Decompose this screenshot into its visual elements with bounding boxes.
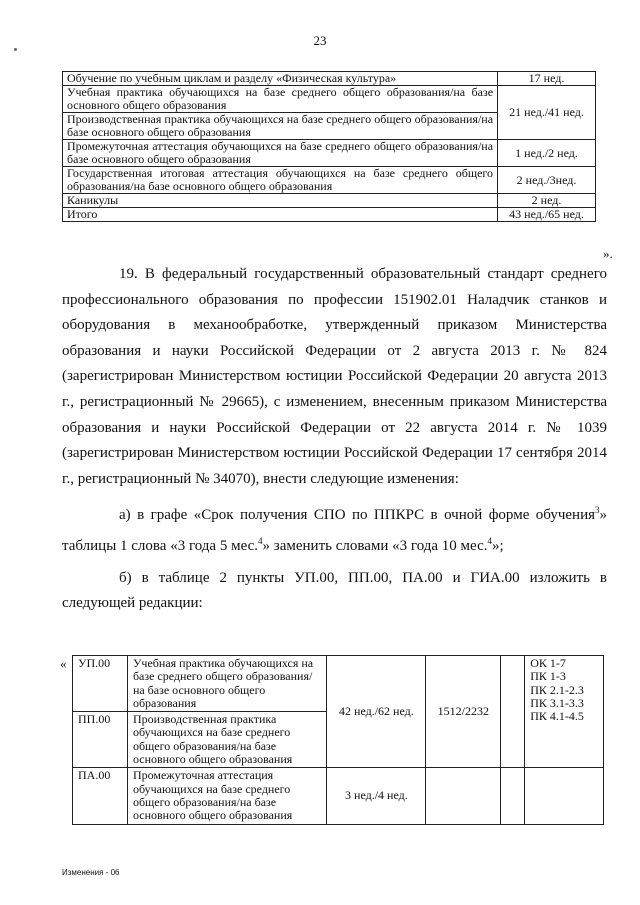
table-row: [73, 656, 604, 712]
hours-cell: [426, 768, 501, 824]
row-description: Учебная практика обучающихся на базе среднего общего образования/на базе основного общего образования: [63, 86, 498, 113]
row-description: Итого: [63, 208, 498, 222]
row-description: Каникулы: [63, 194, 498, 208]
row-value: 2 нед.: [498, 194, 596, 208]
row-value: 43 нед./65 нед.: [498, 208, 596, 222]
item-a: а) в графе «Срок получения СПО по ППКРС в очной форме обучения$^3$» таблицы 1 слова «3 года 5 мес.$^4$» заменить словами «3 года 10 мес.$^4$»;: [62, 505, 607, 554]
empty-cell: [501, 656, 525, 768]
row-description: Учебная практика обучающихся на базе среднего общего образования/на базе основного общего образования: [127, 656, 327, 712]
table-row: [63, 208, 596, 222]
competency: ОК 1-7: [530, 656, 566, 670]
competency: ПК 2.1-2.3: [530, 682, 584, 697]
study-schedule-table: [62, 71, 596, 222]
amendment-text: [62, 262, 607, 617]
row-value: 2 нед./3нед.: [498, 167, 596, 194]
row-value: 1 нед./2 нед.: [498, 140, 596, 167]
row-description: Промежуточная аттестация обучающихся на базе среднего общего образования/на базе основного общего образования: [63, 140, 498, 167]
table-row: [73, 768, 604, 824]
competency: ПК 1-3: [530, 669, 566, 684]
table-row: [63, 194, 596, 208]
row-description: Обучение по учебным циклам и разделу «Физическая культура»: [63, 72, 498, 86]
row-value: 17 нед.: [498, 72, 596, 86]
empty-cell: [501, 768, 525, 824]
competencies-cell: [525, 768, 604, 824]
weeks-cell: 42 нед./62 нед.: [327, 656, 426, 768]
competencies-cell: [525, 656, 604, 768]
row-code: УП.00: [73, 656, 128, 712]
row-description: Производственная практика обучающихся на базе среднего общего образования/на базе основного общего образования: [63, 113, 498, 140]
competency: ПК 4.1-4.5: [530, 709, 584, 724]
table-row: [63, 72, 596, 86]
hours-cell: 1512/2232: [426, 656, 501, 768]
opening-quote: «: [60, 656, 67, 671]
practice-table: [72, 655, 604, 825]
row-code: ПП.00: [73, 712, 128, 768]
weeks-cell: 3 нед./4 нед.: [327, 768, 426, 824]
table-row: [63, 86, 596, 113]
row-description: Промежуточная аттестация обучающихся на базе среднего общего образования/на базе основного общего образования: [127, 768, 327, 824]
competency: ПК 3.1-3.3: [530, 695, 584, 710]
row-description: Производственная практика обучающихся на базе среднего общего образования/на базе основного общего образования: [127, 712, 327, 768]
row-code: ПА.00: [73, 768, 128, 824]
table-row: [63, 140, 596, 167]
row-value: 21 нед./41 нед.: [498, 86, 596, 140]
footer-note: Изменения - 06: [62, 868, 120, 877]
closing-quote: ».: [603, 246, 613, 261]
paragraph-19: 19. В федеральный государственный образовательный стандарт среднего профессионального образования по профессии 151902.01 Наладчик станков и оборудования в механообработке, утвержденный приказом Министерства образования и науки Российской Федерации от 2 августа 2013 г. № 824 (зарегистрирован Министерством юстиции Российской Федерации 20 августа 2013 г., регистрационный № 29665), с изменением, внесенным приказом Министерства образования и науки Российской Федерации от 22 августа 2014 г. № 1039 (зарегистрирован Министерством юстиции Российской Федерации 17 сентября 2014 г., регистрационный № 34070), внести следующие изменения:: [62, 266, 607, 487]
item-b: б) в таблице 2 пункты УП.00, ПП.00, ПА.00 и ГИА.00 изложить в следующей редакции:: [62, 569, 607, 612]
table-row: [63, 167, 596, 194]
row-description: Государственная итоговая аттестация обучающихся на базе среднего общего образования/на базе основного общего образования: [63, 167, 498, 194]
page-number: 23: [313, 33, 327, 48]
